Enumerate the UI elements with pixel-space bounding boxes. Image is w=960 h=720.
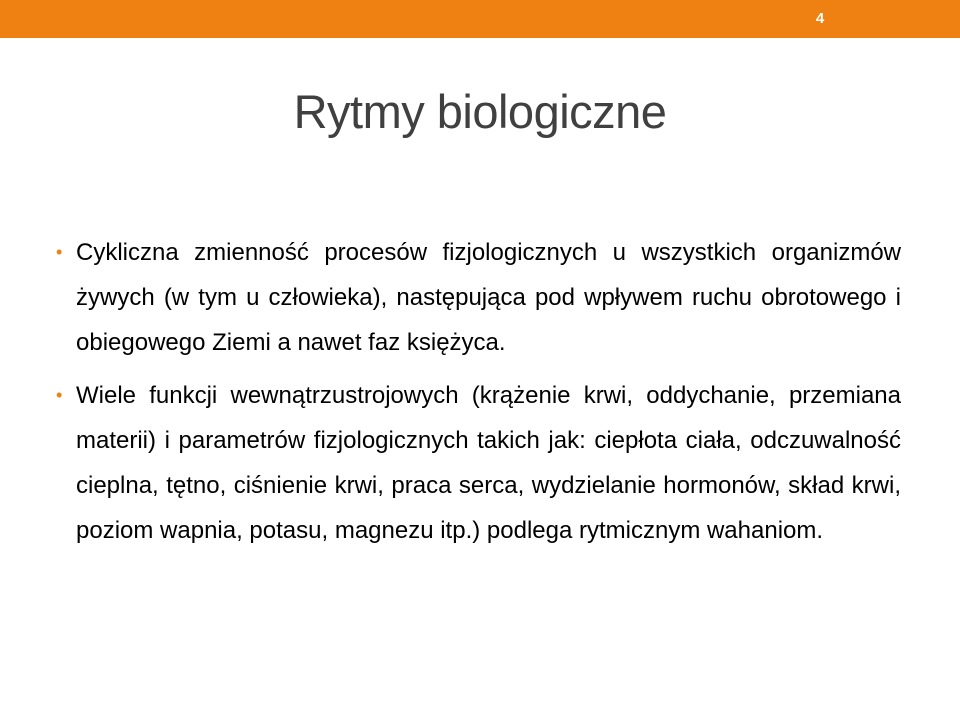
bullet-item — [56, 373, 901, 553]
bullet-list — [56, 230, 901, 561]
slide-number: 4 — [815, 10, 825, 27]
bullet-marker-icon: • — [56, 242, 63, 262]
bullet-item — [56, 230, 901, 365]
bullet-marker-icon: • — [56, 385, 63, 405]
bullet-text: Wiele funkcji wewnątrzustrojowych (krążenie krwi, oddychanie, przemiana materii) i parametrów fizjologicznych takich jak: ciepłota ciała, odczuwalność cieplna, tętno, ciśnienie krwi, praca serca, wydzielanie hormonów, skład krwi, poziom wapnia, potasu, magnezu itp.) podlega rytmicznym wahaniom. — [76, 382, 901, 544]
slide-title: Rytmy biologiczne — [293, 85, 667, 138]
top-accent-bar — [0, 0, 960, 38]
bullet-text: Cykliczna zmienność procesów fizjologicznych u wszystkich organizmów żywych (w tym u człowieka), następująca pod wpływem ruchu obrotowego i obiegowego Ziemi a nawet faz księżyca. — [76, 239, 901, 356]
